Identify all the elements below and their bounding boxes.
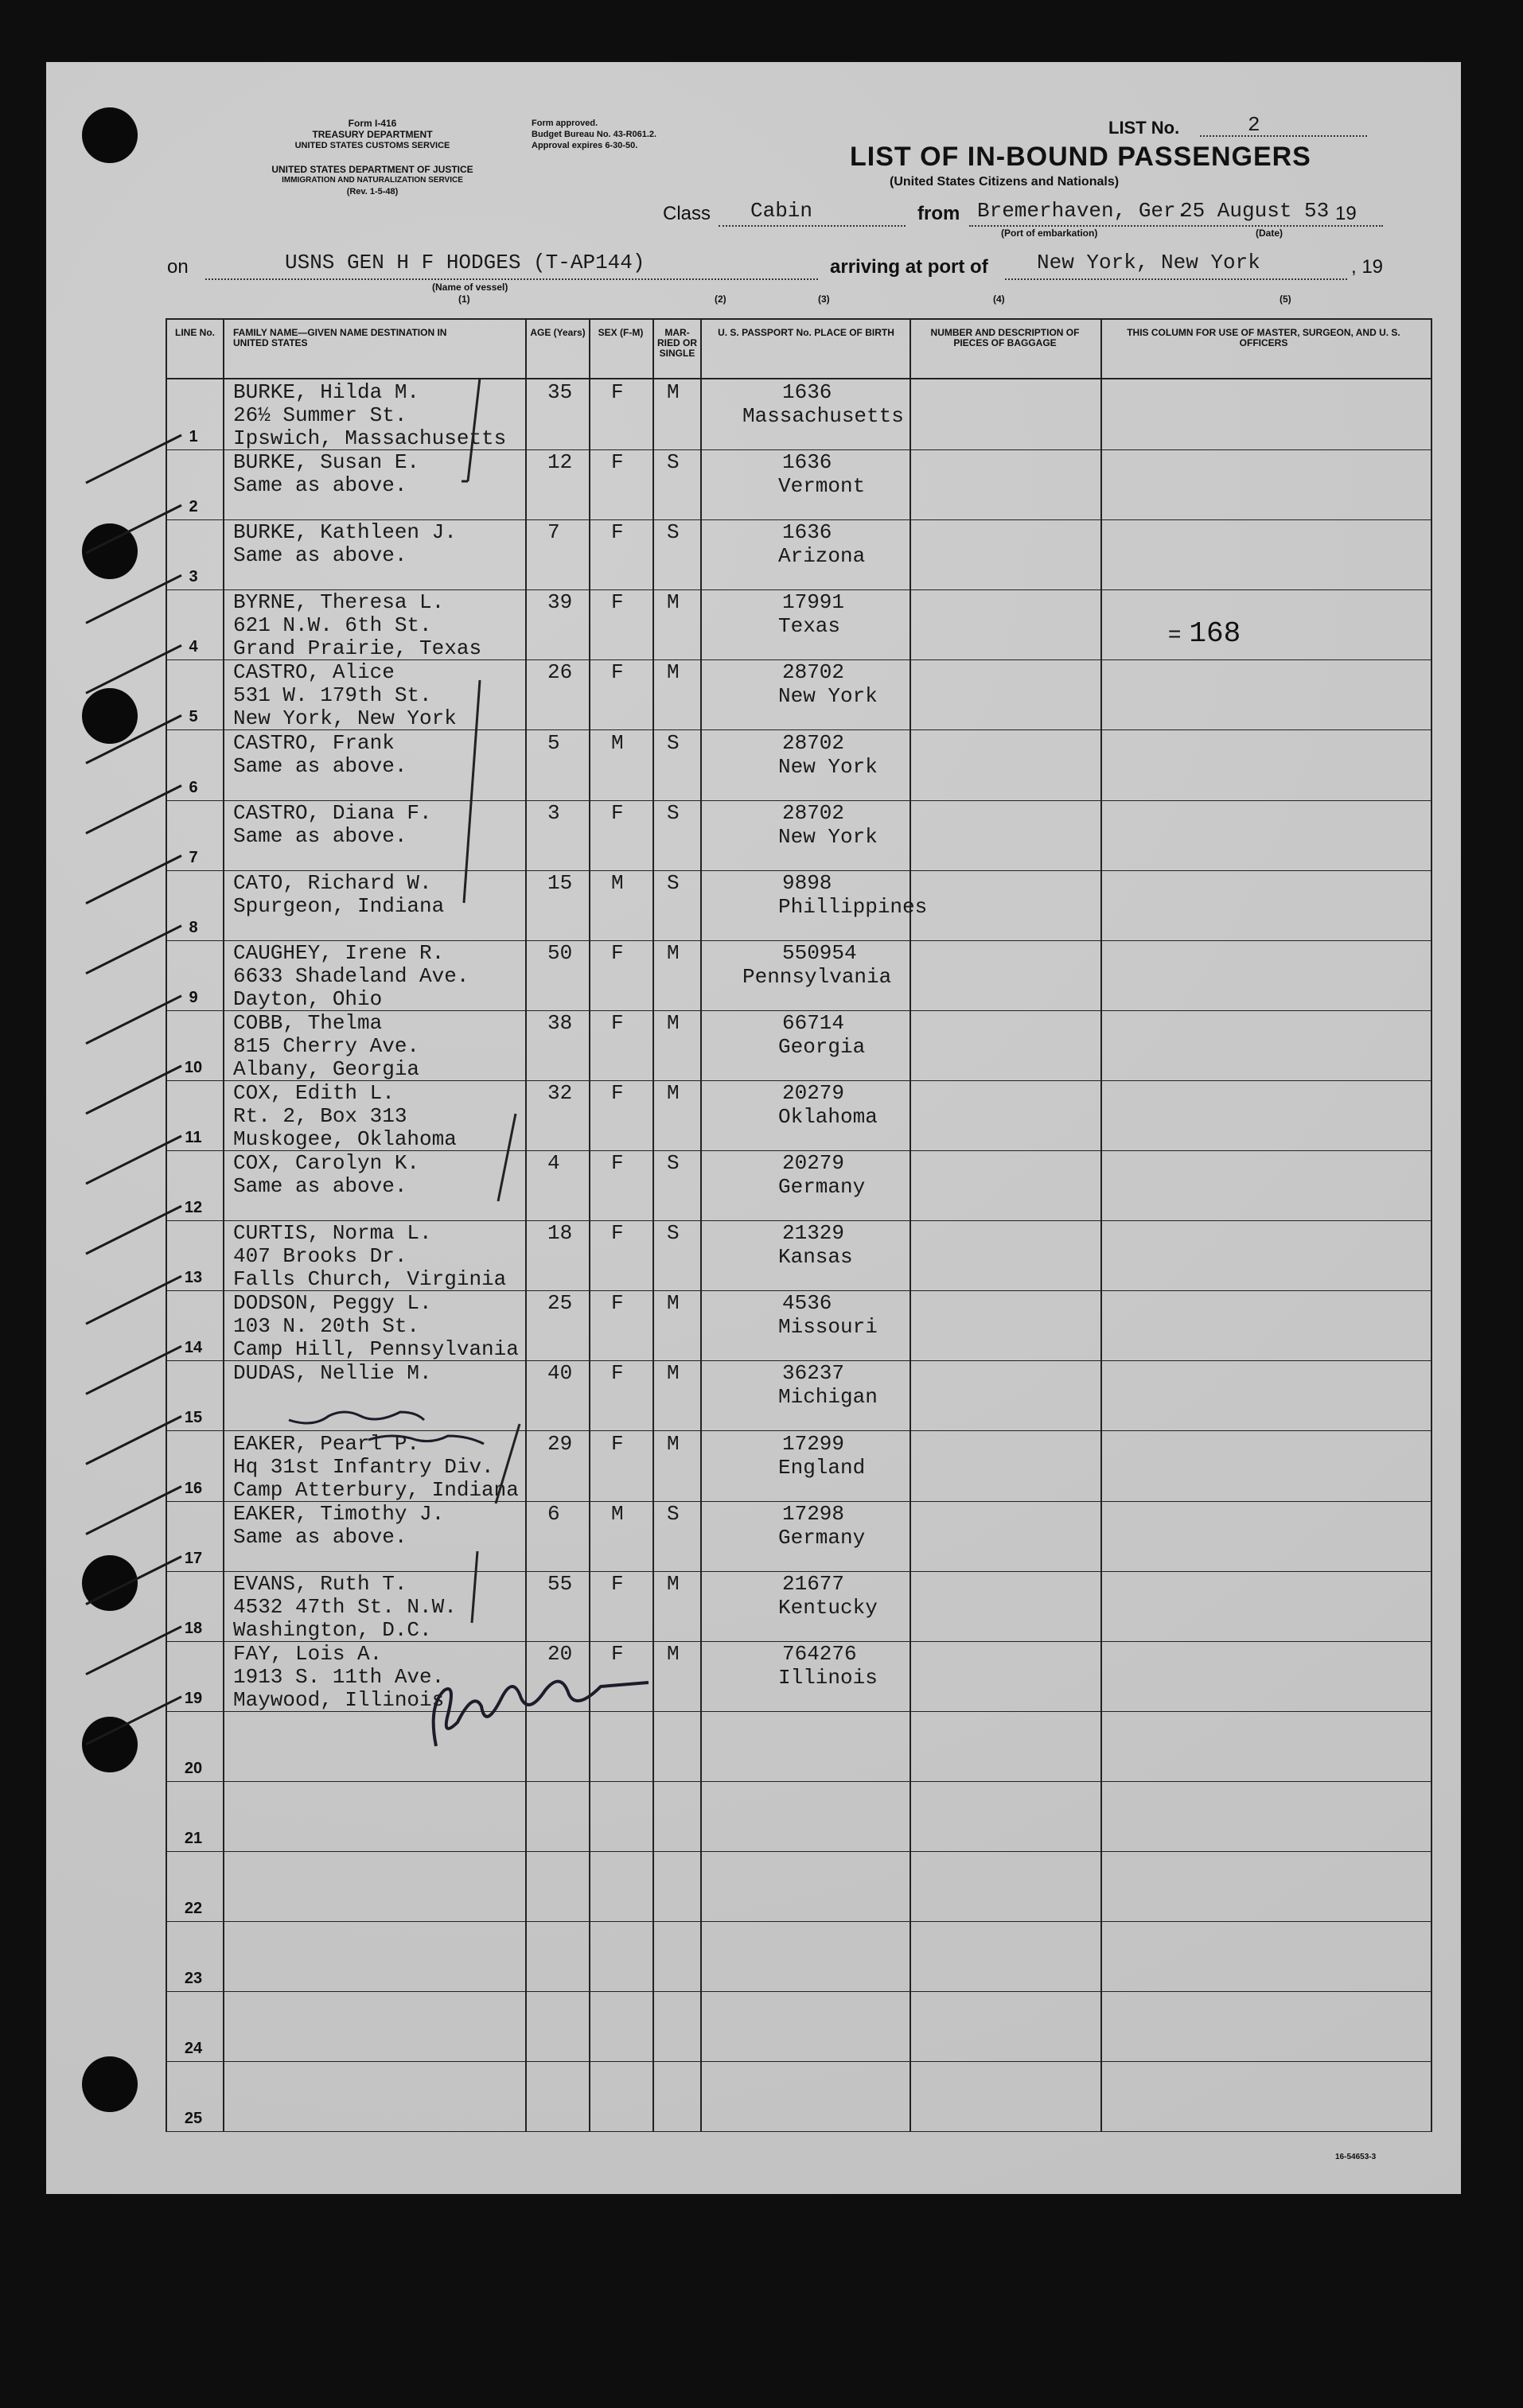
destination-line-1: Same as above. bbox=[233, 1524, 407, 1549]
arrival-port-value: New York, New York bbox=[1037, 251, 1260, 274]
place-of-birth: England bbox=[778, 1455, 866, 1480]
age-value: 39 bbox=[547, 590, 573, 615]
col-sex: SEX (F-M) bbox=[598, 327, 644, 338]
age-value: 35 bbox=[547, 380, 573, 404]
passport-number: 1636 bbox=[782, 450, 832, 475]
passport-number: 20279 bbox=[782, 1081, 845, 1105]
officer-annotation: = 168 bbox=[1168, 617, 1241, 650]
marital-status-value: S bbox=[667, 870, 680, 895]
marital-status-value: M bbox=[667, 660, 680, 685]
destination-line-1: 1913 S. 11th Ave. bbox=[233, 1664, 445, 1689]
passenger-name: FAY, Lois A. bbox=[233, 1641, 383, 1666]
line-number: 3 bbox=[189, 568, 198, 586]
age-value: 7 bbox=[547, 520, 560, 545]
place-of-birth: New York bbox=[778, 824, 878, 849]
marital-status-value: M bbox=[667, 1081, 680, 1105]
place-of-birth: Georgia bbox=[778, 1034, 866, 1059]
approval-2: Budget Bureau No. 43-R061.2. bbox=[532, 130, 657, 139]
punch-hole-1 bbox=[82, 107, 138, 163]
line-number: 11 bbox=[185, 1129, 202, 1146]
col-officers: THIS COLUMN FOR USE OF MASTER, SURGEON, AND U. S. OFFICERS bbox=[1127, 327, 1400, 348]
destination-line-2: Dayton, Ohio bbox=[233, 986, 383, 1011]
line-number: 16 bbox=[184, 1479, 203, 1497]
colnum-1: (1) bbox=[458, 294, 470, 305]
destination-line-1: Same as above. bbox=[233, 823, 407, 848]
marital-status-value: S bbox=[667, 800, 680, 825]
age-value: 55 bbox=[547, 1571, 573, 1596]
sex-value: F bbox=[611, 380, 624, 404]
page-title: LIST OF IN-BOUND PASSENGERS bbox=[850, 142, 1311, 172]
passenger-name: DUDAS, Nellie M. bbox=[233, 1361, 432, 1386]
destination-line-2: Grand Prairie, Texas bbox=[233, 636, 482, 661]
line-number: 7 bbox=[189, 848, 198, 866]
age-value: 6 bbox=[547, 1501, 560, 1526]
checkmark-stroke bbox=[86, 1136, 181, 1184]
passenger-name: EAKER, Timothy J. bbox=[233, 1501, 445, 1526]
year-label-2: , 19 bbox=[1351, 256, 1384, 278]
age-value: 5 bbox=[547, 730, 560, 755]
sex-value: F bbox=[611, 1221, 624, 1246]
line-number: 23 bbox=[184, 1970, 203, 1988]
line-number: 13 bbox=[184, 1269, 203, 1287]
destination-line-1: 815 Cherry Ave. bbox=[233, 1033, 420, 1058]
on-label: on bbox=[167, 256, 189, 278]
marital-status-value: S bbox=[667, 1221, 680, 1246]
form-number: Form I-416 bbox=[348, 118, 397, 129]
checkmark-stroke bbox=[86, 505, 181, 553]
marital-status-value: M bbox=[667, 380, 680, 404]
line-number: 19 bbox=[184, 1689, 203, 1707]
passenger-table bbox=[166, 318, 1431, 2132]
passenger-name: CAUGHEY, Irene R. bbox=[233, 940, 445, 965]
sex-value: F bbox=[611, 1361, 624, 1386]
sex-value: F bbox=[611, 1081, 624, 1105]
destination-line-1: 621 N.W. 6th St. bbox=[233, 613, 432, 638]
list-number: 2 bbox=[1248, 113, 1260, 137]
marital-status-value: M bbox=[667, 1361, 680, 1386]
place-of-birth: Germany bbox=[778, 1525, 866, 1550]
checkmark-stroke bbox=[86, 926, 181, 974]
passenger-name: EVANS, Ruth T. bbox=[233, 1571, 407, 1596]
marital-status-value: S bbox=[667, 520, 680, 545]
col-line-no: LINE No. bbox=[175, 327, 215, 338]
age-value: 15 bbox=[547, 870, 573, 895]
destination-line-1: 6633 Shadeland Ave. bbox=[233, 963, 469, 988]
passport-number: 1636 bbox=[782, 520, 832, 545]
passport-number: 28702 bbox=[782, 800, 845, 825]
age-value: 40 bbox=[547, 1361, 573, 1386]
destination-line-2: Muskogee, Oklahoma bbox=[233, 1127, 457, 1151]
place-of-birth: Massachusetts bbox=[742, 404, 904, 428]
place-of-birth: New York bbox=[778, 684, 878, 709]
col-age: AGE (Years) bbox=[530, 327, 586, 338]
passenger-name: CASTRO, Alice bbox=[233, 660, 395, 685]
col-married: MAR-RIED OR SINGLE bbox=[656, 327, 697, 359]
arriving-label: arriving at port of bbox=[830, 256, 988, 278]
age-value: 4 bbox=[547, 1151, 560, 1176]
sex-value: F bbox=[611, 590, 624, 615]
line-number: 25 bbox=[184, 2110, 203, 2128]
checkmark-stroke bbox=[86, 715, 181, 763]
place-of-birth: New York bbox=[778, 754, 878, 779]
destination-line-1: 407 Brooks Dr. bbox=[233, 1244, 407, 1269]
passenger-name: COX, Carolyn K. bbox=[233, 1151, 420, 1176]
passenger-name: COX, Edith L. bbox=[233, 1081, 395, 1105]
destination-line-1: Rt. 2, Box 313 bbox=[233, 1104, 407, 1128]
destination-line-2: Camp Atterbury, Indiana bbox=[233, 1477, 519, 1502]
colnum-5: (5) bbox=[1280, 294, 1291, 305]
line-number: 21 bbox=[184, 1830, 203, 1847]
line-number: 14 bbox=[184, 1339, 203, 1357]
marital-status-value: M bbox=[667, 1010, 680, 1035]
destination-line-1: Same as above. bbox=[233, 473, 407, 498]
place-of-birth: Arizona bbox=[778, 544, 866, 569]
passport-number: 764276 bbox=[782, 1641, 857, 1666]
line-number: 1 bbox=[189, 428, 198, 445]
vessel-name-value: USNS GEN H F HODGES (T-AP144) bbox=[285, 251, 645, 274]
age-value: 18 bbox=[547, 1221, 573, 1246]
destination-line-1: 4532 47th St. N.W. bbox=[233, 1594, 457, 1619]
passport-number: 17299 bbox=[782, 1431, 845, 1456]
page-subtitle: (United States Citizens and Nationals) bbox=[890, 175, 1120, 189]
passport-number: 20279 bbox=[782, 1151, 845, 1176]
age-value: 26 bbox=[547, 660, 573, 685]
place-of-birth: Phillippines bbox=[778, 894, 928, 919]
checkmark-stroke bbox=[86, 856, 181, 904]
destination-line-1: Same as above. bbox=[233, 543, 407, 568]
passport-number: 17298 bbox=[782, 1501, 845, 1526]
place-of-birth: Michigan bbox=[778, 1385, 878, 1410]
age-value: 29 bbox=[547, 1431, 573, 1456]
line-number: 9 bbox=[189, 988, 198, 1006]
passport-number: 36237 bbox=[782, 1361, 845, 1386]
checkmark-stroke bbox=[86, 645, 181, 693]
passenger-name: COBB, Thelma bbox=[233, 1010, 383, 1035]
passenger-name: CATO, Richard W. bbox=[233, 870, 432, 895]
line-number: 18 bbox=[184, 1619, 203, 1637]
line-number: 12 bbox=[184, 1199, 203, 1217]
sex-value: M bbox=[611, 870, 624, 895]
annotation-number: 168 bbox=[1189, 617, 1241, 650]
marital-status-value: S bbox=[667, 450, 680, 475]
date-value: 25 August 53 bbox=[1180, 199, 1330, 223]
destination-line-1: 103 N. 20th St. bbox=[233, 1314, 420, 1339]
checkmark-stroke bbox=[86, 1276, 181, 1324]
passport-number: 28702 bbox=[782, 660, 845, 685]
age-value: 50 bbox=[547, 940, 573, 965]
sex-value: F bbox=[611, 450, 624, 475]
approval-1: Form approved. bbox=[532, 119, 598, 128]
checkmark-stroke bbox=[86, 1346, 181, 1394]
age-value: 12 bbox=[547, 450, 573, 475]
passenger-name: BURKE, Susan E. bbox=[233, 450, 420, 475]
passenger-name: BURKE, Kathleen J. bbox=[233, 520, 457, 545]
place-of-birth: Kentucky bbox=[778, 1595, 878, 1620]
destination-line-1: 26½ Summer St. bbox=[233, 403, 407, 427]
passenger-name: BURKE, Hilda M. bbox=[233, 380, 420, 404]
port-embarkation-label: (Port of embarkation) bbox=[1001, 228, 1098, 239]
passport-number: 550954 bbox=[782, 940, 857, 965]
marital-status-value: M bbox=[667, 1291, 680, 1316]
marital-status-value: S bbox=[667, 730, 680, 755]
date-label: (Date) bbox=[1256, 228, 1283, 239]
sex-value: F bbox=[611, 1151, 624, 1176]
destination-line-1: Spurgeon, Indiana bbox=[233, 893, 445, 918]
approval-3: Approval expires 6-30-50. bbox=[532, 141, 638, 150]
marital-status-value: M bbox=[667, 940, 680, 965]
vessel-name-label: (Name of vessel) bbox=[432, 282, 508, 293]
sex-value: M bbox=[611, 730, 624, 755]
passport-number: 66714 bbox=[782, 1010, 845, 1035]
destination-line-1: 531 W. 179th St. bbox=[233, 683, 432, 708]
marital-status-value: M bbox=[667, 590, 680, 615]
marital-status-value: S bbox=[667, 1151, 680, 1176]
line-number: 24 bbox=[184, 2040, 203, 2058]
checkmark-stroke bbox=[86, 1206, 181, 1254]
place-of-birth: Oklahoma bbox=[778, 1105, 878, 1129]
col-baggage: NUMBER AND DESCRIPTION OF PIECES OF BAGGAGE bbox=[930, 327, 1080, 348]
marital-status-value: M bbox=[667, 1571, 680, 1596]
place-of-birth: Texas bbox=[778, 614, 841, 639]
age-value: 38 bbox=[547, 1010, 573, 1035]
sex-value: F bbox=[611, 1291, 624, 1316]
destination-line-1: Same as above. bbox=[233, 753, 407, 778]
from-label: from bbox=[917, 203, 960, 224]
passport-number: 17991 bbox=[782, 590, 845, 615]
sex-value: F bbox=[611, 1571, 624, 1596]
checkmark-stroke bbox=[86, 1487, 181, 1535]
passport-number: 21329 bbox=[782, 1221, 845, 1246]
sex-value: F bbox=[611, 1010, 624, 1035]
dept-treasury: TREASURY DEPARTMENT bbox=[312, 129, 433, 140]
destination-line-2: Maywood, Illinois bbox=[233, 1687, 445, 1712]
passport-number: 9898 bbox=[782, 870, 832, 895]
destination-line-2: Albany, Georgia bbox=[233, 1056, 420, 1081]
checkmark-stroke bbox=[86, 1416, 181, 1464]
passenger-name: BYRNE, Theresa L. bbox=[233, 590, 445, 615]
col-passport: U. S. PASSPORT No. PLACE OF BIRTH bbox=[718, 327, 894, 338]
passenger-name: CASTRO, Frank bbox=[233, 730, 395, 755]
revision: (Rev. 1-5-48) bbox=[346, 187, 399, 196]
sex-value: F bbox=[611, 1641, 624, 1666]
checkmark-stroke bbox=[86, 1697, 181, 1745]
line-checkmarks bbox=[54, 318, 245, 2132]
line-number: 8 bbox=[189, 918, 198, 936]
line-number: 17 bbox=[184, 1549, 203, 1567]
checkmark-stroke bbox=[86, 1066, 181, 1114]
sex-value: F bbox=[611, 520, 624, 545]
passport-number: 28702 bbox=[782, 730, 845, 755]
place-of-birth: Missouri bbox=[778, 1315, 878, 1340]
age-value: 25 bbox=[547, 1291, 573, 1316]
line-number: 10 bbox=[184, 1058, 203, 1076]
sex-value: F bbox=[611, 940, 624, 965]
colnum-3: (3) bbox=[818, 294, 830, 305]
place-of-birth: Germany bbox=[778, 1175, 866, 1200]
checkmark-stroke bbox=[86, 1627, 181, 1675]
marital-status-value: M bbox=[667, 1431, 680, 1456]
age-value: 3 bbox=[547, 800, 560, 825]
place-of-birth: Kansas bbox=[778, 1245, 853, 1270]
line-number: 20 bbox=[184, 1759, 203, 1777]
line-number: 4 bbox=[189, 638, 198, 656]
destination-line-2: Falls Church, Virginia bbox=[233, 1267, 507, 1292]
list-label: LIST No. bbox=[1108, 118, 1180, 138]
sex-value: F bbox=[611, 1431, 624, 1456]
passenger-name: CURTIS, Norma L. bbox=[233, 1221, 432, 1246]
destination-line-2: Camp Hill, Pennsylvania bbox=[233, 1337, 519, 1362]
class-label: Class bbox=[663, 203, 711, 224]
destination-line-1: Hq 31st Infantry Div. bbox=[233, 1454, 494, 1479]
sex-value: F bbox=[611, 660, 624, 685]
line-number: 15 bbox=[184, 1409, 203, 1427]
checkmark-stroke bbox=[86, 1557, 181, 1605]
destination-line-1: Same as above. bbox=[233, 1174, 407, 1199]
line-number: 5 bbox=[189, 708, 198, 726]
line-number: 2 bbox=[189, 498, 198, 516]
place-of-birth: Illinois bbox=[778, 1665, 878, 1690]
place-of-birth: Vermont bbox=[778, 474, 866, 499]
destination-line-2: Washington, D.C. bbox=[233, 1617, 432, 1642]
age-value: 20 bbox=[547, 1641, 573, 1666]
dept-justice: UNITED STATES DEPARTMENT OF JUSTICE bbox=[271, 164, 473, 175]
form-code: 16-54653-3 bbox=[1335, 2153, 1377, 2161]
handwriting-marks bbox=[166, 318, 1431, 2132]
year-label: 19 bbox=[1335, 203, 1357, 224]
sex-value: M bbox=[611, 1501, 624, 1526]
checkmark-stroke bbox=[86, 786, 181, 834]
line-number: 6 bbox=[189, 778, 198, 796]
checkmark-stroke bbox=[86, 996, 181, 1044]
sex-value: F bbox=[611, 800, 624, 825]
marital-status-value: S bbox=[667, 1501, 680, 1526]
place-of-birth: Pennsylvania bbox=[742, 964, 892, 989]
colnum-2: (2) bbox=[715, 294, 726, 305]
passport-number: 21677 bbox=[782, 1571, 845, 1596]
passenger-name: EAKER, Pearl P. bbox=[233, 1431, 420, 1456]
checkmark-stroke bbox=[86, 575, 181, 623]
colnum-4: (4) bbox=[993, 294, 1005, 305]
port-embarkation-value: Bremerhaven, Ger. bbox=[977, 199, 1189, 223]
class-value: Cabin bbox=[750, 199, 813, 223]
passenger-name: CASTRO, Diana F. bbox=[233, 800, 432, 825]
destination-line-2: New York, New York bbox=[233, 706, 457, 731]
checkmark-stroke bbox=[86, 435, 181, 483]
passport-number: 4536 bbox=[782, 1291, 832, 1316]
passport-number: 1636 bbox=[782, 380, 832, 404]
age-value: 32 bbox=[547, 1081, 573, 1105]
dept-customs: UNITED STATES CUSTOMS SERVICE bbox=[294, 141, 450, 150]
col-name: FAMILY NAME—GIVEN NAME DESTINATION IN UNITED STATES bbox=[233, 327, 447, 348]
line-number: 22 bbox=[184, 1900, 203, 1918]
passenger-name: DODSON, Peggy L. bbox=[233, 1291, 432, 1316]
marital-status-value: M bbox=[667, 1641, 680, 1666]
destination-line-2: Ipswich, Massachusetts bbox=[233, 426, 507, 450]
dept-ins: IMMIGRATION AND NATURALIZATION SERVICE bbox=[282, 176, 463, 185]
